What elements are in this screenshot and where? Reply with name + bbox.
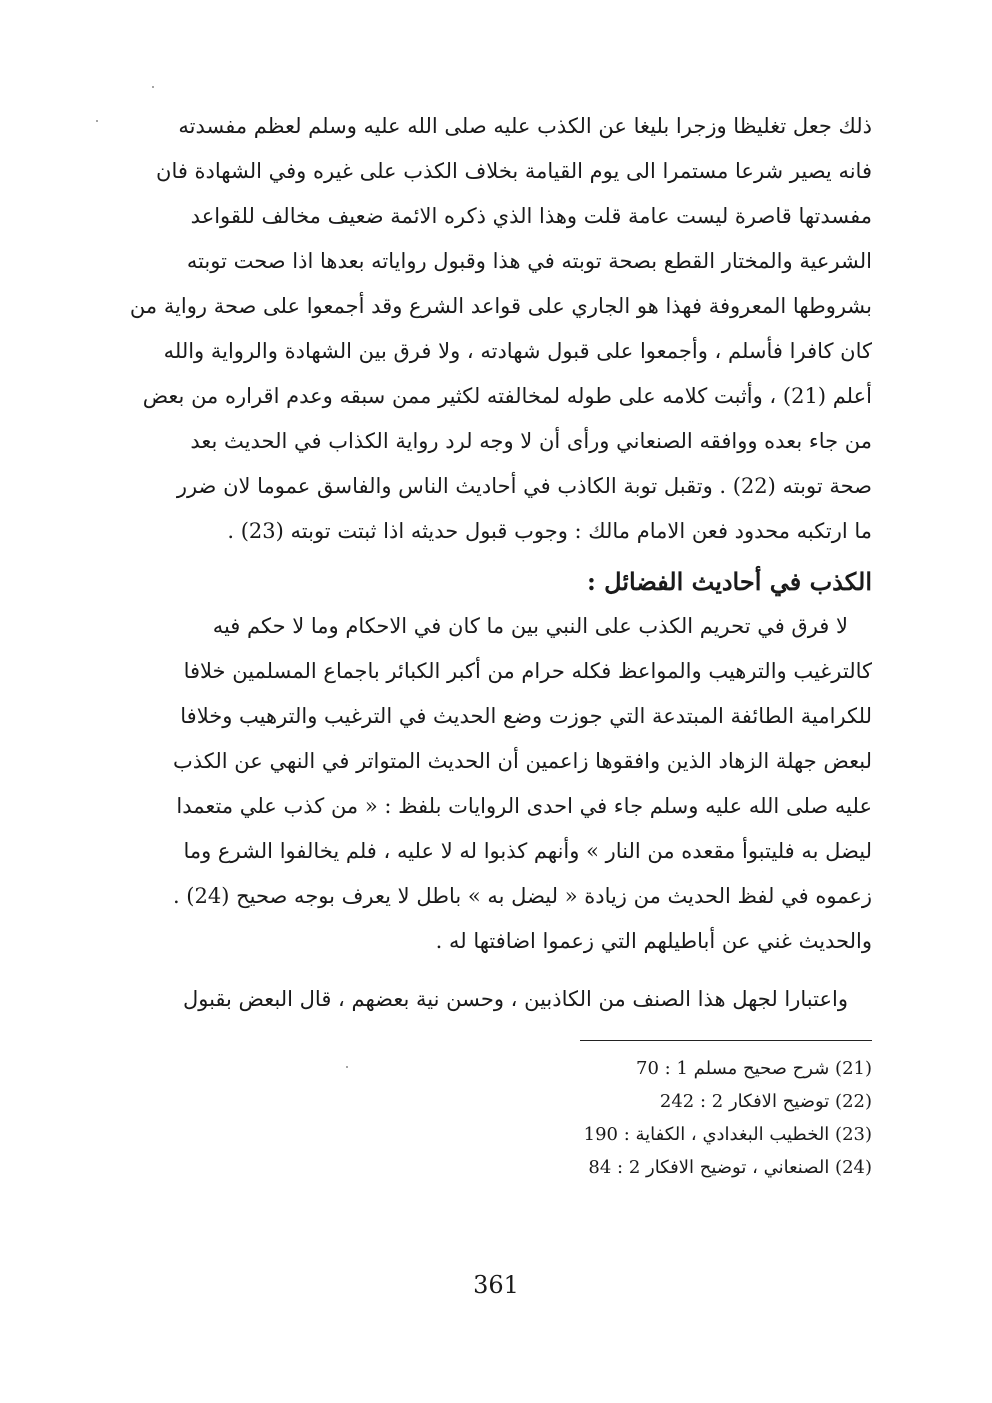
footnote: (23) الخطيب البغدادي ، الكفاية : 190 bbox=[583, 1124, 872, 1145]
text-line: أعلم (21) ، وأثبت كلامه على طوله لمخالفته لكثير ممن سبقه وعدم اقراره من بعض bbox=[142, 384, 872, 408]
text-line: مفسدتها قاصرة ليست عامة قلت وهذا الذي ذكره الائمة ضعيف مخالف للقواعد bbox=[190, 204, 872, 228]
text-line: عليه صلى الله عليه وسلم جاء في احدى الروايات بلفظ : « من كذب علي متعمدا bbox=[176, 794, 872, 818]
page-number: 361 bbox=[473, 1271, 519, 1299]
scan-speck bbox=[346, 1066, 348, 1068]
text-line: ذلك جعل تغليظا وزجرا بليغا عن الكذب عليه صلى الله عليه وسلم لعظم مفسدته bbox=[178, 114, 872, 138]
section-heading: الكذب في أحاديث الفضائل : bbox=[586, 567, 872, 596]
text-line: بشروطها المعروفة فهذا هو الجاري على قواعد الشرع وقد أجمعوا على صحة رواية من bbox=[129, 294, 872, 318]
text-line: ليضل به فليتبوأ مقعده من النار » وأنهم كذبوا له لا عليه ، فلم يخالفوا الشرع وما bbox=[183, 839, 872, 863]
paragraph-1 bbox=[120, 104, 872, 554]
text-line: كالترغيب والترهيب والمواعظ فكله حرام من أكبر الكبائر باجماع المسلمين خلافا bbox=[183, 659, 872, 683]
paragraph-2 bbox=[120, 604, 872, 964]
text-line: فانه يصير شرعا مستمرا الى يوم القيامة بخلاف الكذب على غيره وفي الشهادة فان bbox=[156, 159, 872, 183]
paragraph-3 bbox=[120, 977, 872, 1022]
scan-speck bbox=[152, 86, 154, 88]
text-line: لبعض جهلة الزهاد الذين وافقوها زاعمين أن الحديث المتواتر في النهي عن الكذب bbox=[172, 749, 872, 773]
text-line: والحديث غني عن أباطيلهم التي زعموا اضافتها له . bbox=[435, 929, 872, 953]
text-line: للكرامية الطائفة المبتدعة التي جوزت وضع الحديث في الترغيب والترهيب وخلافا bbox=[180, 704, 872, 728]
scan-speck bbox=[96, 120, 98, 122]
text-line: كان كافرا فأسلم ، وأجمعوا على قبول شهادته ، ولا فرق بين الشهادة والرواية والله bbox=[163, 339, 872, 363]
text-line: من جاء بعده ووافقه الصنعاني ورأى أن لا وجه لرد رواية الكذاب في الحديث بعد bbox=[190, 429, 872, 453]
footnote: (21) شرح صحيح مسلم 1 : 70 bbox=[636, 1058, 872, 1079]
footnotes bbox=[372, 1052, 872, 1184]
text-line: ما ارتكبه محدود فعن الامام مالك : وجوب قبول حديثه اذا ثبتت توبته (23) . bbox=[227, 519, 872, 543]
footnote-divider bbox=[580, 1040, 872, 1041]
footnote: (22) توضيح الافكار 2 : 242 bbox=[659, 1091, 872, 1112]
text-line: واعتبارا لجهل هذا الصنف من الكاذبين ، وحسن نية بعضهم ، قال البعض بقبول bbox=[182, 987, 848, 1011]
text-line: الشرعية والمختار القطع بصحة توبته في هذا وقبول رواياته بعدها اذا صحت توبته bbox=[186, 249, 872, 273]
footnote: (24) الصنعاني ، توضيح الافكار 2 : 84 bbox=[588, 1157, 872, 1178]
text-line: صحة توبته (22) . وتقبل توبة الكاذب في أحاديث الناس والفاسق عموما لان ضرر bbox=[176, 474, 872, 498]
text-line: زعموه في لفظ الحديث من زيادة « ليضل به » باطل لا يعرف بوجه صحيح (24) . bbox=[172, 884, 872, 908]
text-line: لا فرق في تحريم الكذب على النبي بين ما كان في الاحكام وما لا حكم فيه bbox=[212, 614, 848, 638]
